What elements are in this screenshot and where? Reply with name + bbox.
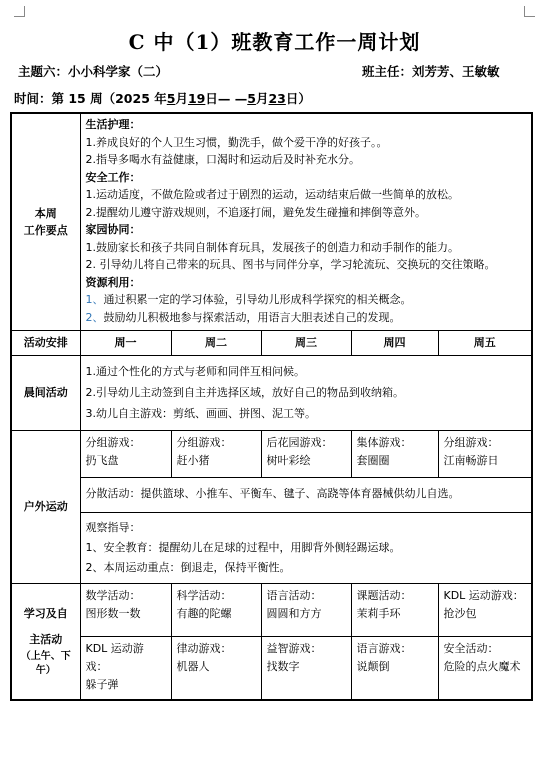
outdoor-game-cell [261, 431, 351, 478]
outdoor-label: 户外运动 [11, 431, 80, 584]
outdoor-games-row [11, 431, 532, 478]
study-cell [80, 583, 171, 636]
study-label-line1: 学习及自 [23, 607, 68, 620]
game-name: 江南畅游日 [443, 454, 499, 467]
corner-mark-top-right [524, 6, 535, 17]
resource-item-text: 鼓励幼儿积极地参与探索活动，用语言大胆表述自己的发现。 [103, 310, 401, 324]
focus-label [11, 113, 80, 331]
date-mid2: 日— — [205, 91, 248, 106]
morning-item: 2.引导幼儿主动签到自主并选择区域，放好自己的物品到收纳箱。 [85, 386, 404, 399]
morning-row [11, 356, 532, 431]
study-cell [261, 636, 351, 700]
game-name: 树叶彩绘 [266, 454, 311, 467]
scatter-activity: 分散活动：提供篮球、小推车、平衡车、毽子、高跷等体育器械供幼儿自选。 [80, 478, 532, 513]
date-end-day: 23 [268, 91, 286, 106]
outdoor-scatter-row [11, 478, 532, 513]
game-type: 分组游戏： [443, 436, 499, 449]
activity-type: 科学活动： [176, 588, 232, 602]
schedule-label: 活动安排 [11, 331, 80, 356]
game-type: 分组游戏： [85, 436, 141, 449]
morning-label: 晨间活动 [11, 356, 80, 431]
activity-type: 语言活动： [266, 588, 322, 602]
outdoor-game-cell [438, 431, 532, 478]
study-row-2 [11, 636, 532, 700]
study-cell [80, 636, 171, 700]
study-cell [438, 583, 532, 636]
focus-content [80, 113, 532, 331]
resource-item [86, 291, 527, 309]
teachers-label: 班主任：刘芳芳、王敏敏 [362, 64, 500, 79]
morning-item: 1.通过个性化的方式与老师和同伴互相问候。 [85, 365, 305, 378]
activity-type: 语言游戏： [356, 641, 412, 655]
safety-item: 1.运动适度，不做危险或者过于剧烈的运动，运动结束后做一些简单的放松。 [85, 188, 459, 201]
life-item: 2.指导多喝水有益健康，口渴时和运动后及时补充水分。 [85, 153, 360, 166]
activity-type: KDL 运动游戏： [443, 588, 524, 602]
day-thursday: 周四 [351, 331, 438, 356]
day-tuesday: 周二 [171, 331, 261, 356]
activity-type: 益智游戏： [266, 641, 322, 655]
life-care-title: 生活护理： [85, 118, 141, 131]
outdoor-game-cell [171, 431, 261, 478]
date-line [14, 89, 311, 107]
activity-type: 律动游戏： [176, 641, 232, 655]
home-coop-title: 家园协同： [85, 223, 141, 236]
resource-title: 资源利用： [85, 275, 141, 289]
guide-item: 2、本周运动重点：倒退走，保持平衡性。 [85, 560, 291, 574]
study-cell [438, 636, 532, 700]
study-label-line4: 午） [35, 665, 56, 676]
activity-type: KDL 运动游戏： [85, 641, 144, 673]
schedule-header-row [11, 331, 532, 356]
guide-item: 1、安全教育：提醒幼儿在足球的过程中，用脚背外侧轻踢运球。 [85, 540, 401, 554]
study-cell [351, 636, 438, 700]
activity-type: 课题活动： [356, 588, 412, 602]
activity-name: 圆圆和方方 [266, 606, 322, 620]
activity-name: 茉莉手环 [356, 606, 401, 620]
outdoor-guide-row [11, 512, 532, 583]
focus-label-line2: 工作要点 [23, 224, 68, 237]
page-title: C 中（1）班教育工作一周计划 [128, 30, 421, 54]
outdoor-game-cell [80, 431, 171, 478]
resource-item-num: 2、 [85, 310, 104, 324]
observation-guide [80, 512, 532, 583]
activity-name: 危险的点火魔术 [443, 659, 521, 673]
date-mid3: 月 [255, 91, 269, 106]
corner-mark-top-left [14, 6, 25, 17]
game-name: 赶小猪 [176, 454, 210, 467]
activity-name: 说颠倒 [356, 659, 390, 673]
study-cell [351, 583, 438, 636]
activity-name: 机器人 [176, 659, 210, 673]
activity-type: 安全活动： [443, 641, 499, 655]
activity-name: 躲子弹 [85, 677, 119, 691]
game-type: 后花园游戏： [266, 436, 333, 449]
safety-title: 安全工作： [85, 170, 141, 184]
weekly-plan-table [10, 112, 533, 701]
date-start-day: 19 [187, 91, 206, 106]
guide-title: 观察指导： [85, 520, 141, 534]
activity-name: 图形数一数 [85, 606, 141, 620]
game-type: 分组游戏： [176, 436, 232, 449]
theme-label: 主题六：小小科学家（二） [18, 64, 169, 79]
date-start-month: 5 [166, 91, 176, 106]
game-name: 扔飞盘 [85, 454, 119, 467]
date-end-month: 5 [247, 91, 256, 106]
study-label-line3: （上午、下 [20, 651, 71, 662]
focus-label-line1: 本周 [34, 206, 57, 220]
activity-name: 抢沙包 [443, 606, 477, 620]
day-wednesday: 周三 [261, 331, 351, 356]
day-monday: 周一 [80, 331, 171, 356]
resource-item-num: 1、 [85, 293, 104, 306]
game-type: 集体游戏： [356, 436, 412, 449]
focus-row [11, 113, 532, 331]
study-label-line2: 主活动 [29, 633, 63, 646]
study-row-1 [11, 583, 532, 636]
study-cell [171, 583, 261, 636]
study-label [11, 583, 80, 700]
activity-name: 有趣的陀螺 [176, 606, 232, 620]
home-item: 2. 引导幼儿将自己带来的玩具、图书与同伴分享，学习轮流玩、交换玩的交往策略。 [85, 258, 496, 271]
safety-item: 2.提醒幼儿遵守游戏规则，不追逐打闹，避免发生碰撞和摔倒等意外。 [85, 205, 426, 219]
morning-item: 3.幼儿自主游戏：剪纸、画画、拼图、泥工等。 [85, 407, 316, 420]
day-friday: 周五 [438, 331, 532, 356]
date-prefix: 时间：第 15 周（2025 年 [14, 91, 167, 106]
date-suffix: 日） [285, 91, 311, 106]
study-cell [171, 636, 261, 700]
morning-content [80, 356, 532, 431]
date-mid1: 月 [175, 91, 188, 106]
activity-type: 数学活动： [85, 588, 141, 602]
outdoor-game-cell [351, 431, 438, 478]
game-name: 套圈圈 [356, 454, 390, 467]
activity-name: 找数字 [266, 659, 300, 673]
study-cell [261, 583, 351, 636]
life-item: 1.养成良好的个人卫生习惯，勤洗手，做个爱干净的好孩子。。 [85, 135, 388, 149]
home-item: 1.鼓励家长和孩子共同自制体育玩具，发展孩子的创造力和动手制作的能力。 [85, 240, 459, 254]
resource-item [86, 309, 527, 327]
resource-item-text: 通过积累一定的学习体验，引导幼儿形成科学探究的相关概念。 [103, 293, 412, 306]
